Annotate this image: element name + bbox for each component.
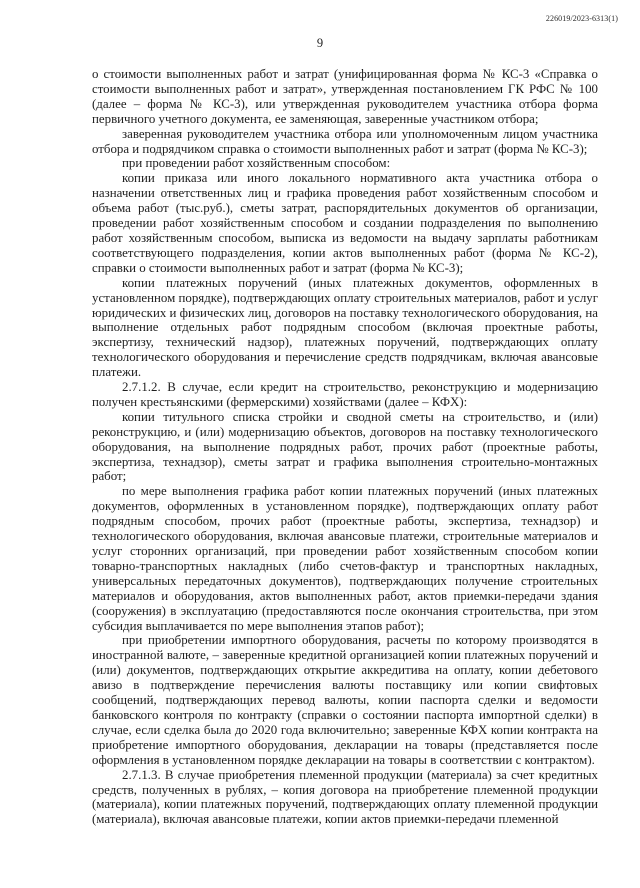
paragraph: 2.7.1.2. В случае, если кредит на строительство, реконструкцию и модернизацию получен крестьянскими (фермерскими) хозяйствами (далее – КФХ): <box>92 380 598 409</box>
paragraph: при проведении работ хозяйственным способом: <box>122 156 391 171</box>
paragraph: копии платежных поручений (иных платежных документов, оформленных в установленном порядке), подтверждающих оплату строительных материалов, работ и услуг юридических и физических лиц, договоров на поставку технологического оборудования, на выполнение отдельных работ подрядным способом (включая проектные работы, экспертизу, технический надзор), платежных поручений, подтверждающих оплату технологического оборудования и перечисление средств подрядчикам, включая авансовые платежи. <box>92 275 598 380</box>
paragraph: при приобретении импортного оборудования, расчеты по которому производятся в иностранной валюте, – заверенные кредитной организацией копии платежных поручений и (или) документов, подтверждающих открытие аккредитива на оплату, копии дебетового авизо в подтверждение перечисления валюты поставщику или копии свифтовых сообщений, подтверждающих перевод валюты, копии паспорта сделки и ведомости банковского контроля по контракту (справки о состоянии паспорта импортной сделки) в случае, если сделка была до 2020 года включительно; заверенные КФХ копии контракта на приобретение импортного оборудования, декларации на товары (представляется после оформления в установленном порядке декларации на товары в соответствии с контрактом). <box>92 633 598 767</box>
registration-number: 226019/2023-6313(1) <box>545 14 618 23</box>
paragraph: о стоимости выполненных работ и затрат (унифицированная форма № КС-3 «Справка о стоимости выполненных работ и затрат», утвержденная постановлением ГК РФС № 100 (далее – форма № КС-3), или утвержденная руководителем участника отбора форма первичного учетного документа, ее заменяющая, заверенные участником отбора; <box>92 67 598 126</box>
document-body <box>92 67 598 827</box>
paragraph: копии титульного списка стройки и сводной сметы на строительство, и (или) реконструкцию, и (или) модернизацию объектов, договоров на поставку технологического оборудования, на выполнение подрядных работ, прочих работ (проектные работы, экспертиза, технадзор), сметы затрат и графика выполнения строительно-монтажных работ; <box>92 409 598 484</box>
paragraph: по мере выполнения графика работ копии платежных поручений (иных платежных документов, оформленных в установленном порядке), подтверждающих оплату работ подрядным способом, прочих работ (проектные работы, экспертиза, технадзор) и технологического оборудования, включая авансовые платежи, строительные материалов и услуг сторонних организаций, при проведении работ хозяйственным способом копии товарно-транспортных накладных (либо счетов-фактур и транспортных накладных, универсальных передаточных документов), подтверждающих получение строительных материалов и оборудования, актов выполненных работ, актов приемки-передачи здания (сооружения) в эксплуатацию (предоставляются после окончания строительства, при этом субсидия выплачивается по мере выполнения этапов работ); <box>92 484 598 633</box>
paragraph: копии приказа или иного локального нормативного акта участника отбора о назначении ответственных лиц и графика проведения работ хозяйственным способом и объема работ (тыс.руб.), сметы затрат, распорядительных документов об организации, проведении работ хозяйственным способом и создании подразделения по выполнению работ хозяйственным способом, выписка из ведомости на выдачу зарплаты работникам соответствующего подразделения, копии актов выполненных работ (форма № КС-2), справки о стоимости выполненных работ и затрат (форма № КС-3); <box>92 171 598 275</box>
paragraph: заверенная руководителем участника отбора или уполномоченным лицом участника отбора и подрядчиком справка о стоимости выполненных работ и затрат (форма № КС-3); <box>92 126 598 156</box>
page-number: 9 <box>316 36 324 50</box>
paragraph: 2.7.1.3. В случае приобретения племенной продукции (материала) за счет кредитных средств, полученных в рублях, – копия договора на приобретение племенной продукции (материала), копии платежных поручений, подтверждающих оплату племенной продукции (материала), включая авансовые платежи, копии актов приемки-передачи племенной <box>92 767 598 827</box>
